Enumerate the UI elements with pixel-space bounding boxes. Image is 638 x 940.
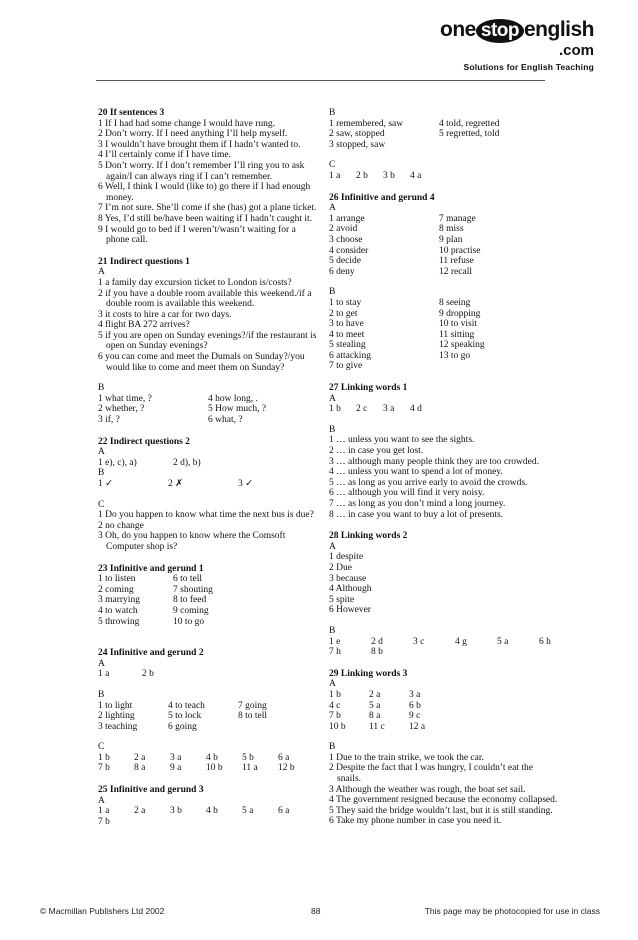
answer-item: 7 manage [439, 213, 476, 224]
answer-item: 1 Due to the train strike, we took the car. [329, 752, 484, 763]
answer-item: 6 attacking [329, 350, 371, 361]
answer-item: 1 a [98, 806, 110, 817]
part-label: A [329, 393, 336, 404]
answer-item: 6 what, ? [208, 415, 243, 426]
answer-item: 12 a [409, 721, 426, 732]
answer-item: 7 I’m not sure. She’ll come if she (has) got a plane ticket. [98, 203, 317, 214]
answer-item: 2 whether, ? [98, 404, 145, 415]
answer-item: 6 to tell [173, 574, 203, 585]
answer-item: 4 told, regretted [439, 118, 500, 129]
answer-item: 2 no change [98, 520, 144, 531]
answer-item: 3 choose [329, 234, 363, 245]
answer-item: 5 b [242, 752, 254, 763]
answer-item: 4 to meet [329, 329, 365, 340]
answer-item: 3 I wouldn’t have brought them if I hadn’t wanted to. [98, 139, 301, 150]
answer-item: 7 h [329, 647, 341, 658]
section-22 [98, 437, 318, 553]
photocopy-note: This page may be photocopied for use in class [424, 906, 600, 916]
answer-item: 12 b [278, 763, 295, 774]
answer-item: 4 d [410, 404, 422, 415]
part-label: B [98, 468, 105, 479]
part-label: A [98, 267, 105, 278]
answer-item: 6 a [278, 752, 290, 763]
part-label: C [98, 742, 105, 753]
answer-item: 6 However [329, 605, 371, 616]
answer-item: 3 stopped, saw [329, 139, 386, 150]
answer-item: 3 a [383, 404, 395, 415]
answer-item: 3 Although the weather was rough, the boat set sail. [329, 784, 526, 795]
part-label: A [329, 679, 336, 690]
answer-item: 5 throwing [98, 616, 140, 627]
answer-item: 1 a [98, 669, 110, 680]
answer-item: 4 b [206, 752, 218, 763]
answer-item: 5 a [497, 636, 509, 647]
answer-item [134, 817, 170, 828]
answer-list [329, 435, 559, 520]
answer-item: 2 d [371, 636, 383, 647]
answer-item: 2 if you have a double room available this weekend./if a double room is available this weekend. [98, 288, 312, 310]
answer-item: 7 going [238, 700, 267, 711]
answer-item: 4 a [410, 170, 422, 181]
section-25 [98, 785, 318, 827]
answer-item: 2 lighting [98, 711, 135, 722]
onestopenglish-logo [440, 18, 594, 72]
section-title: 28 Linking words 2 [329, 531, 408, 542]
section-title: 29 Linking words 3 [329, 668, 408, 679]
answer-item: 3 ✓ [238, 479, 254, 489]
answer-item: 1 If I had had some change I would have rung. [98, 118, 276, 129]
answer-item: 10 practise [439, 245, 481, 256]
answer-item: 1 b [329, 689, 341, 700]
answer-item: 9 coming [173, 605, 209, 616]
answer-item: 3 if, ? [98, 415, 120, 426]
answer-item: 1 e), c), a) [98, 457, 137, 468]
answer-grid [98, 701, 318, 733]
section-20 [98, 108, 318, 246]
answer-item: 5 They said the bridge wouldn’t last, but it is still standing. [329, 805, 553, 816]
answer-item: 1 b [98, 752, 110, 763]
section-title: 27 Linking words 1 [329, 383, 408, 394]
section-26 [329, 193, 559, 373]
answer-item: 2 a [369, 689, 381, 700]
answer-item: 4 The government resigned because the economy collapsed. [329, 795, 558, 806]
answer-item: 1 arrange [329, 213, 365, 224]
section-title: 25 Infinitive and gerund 3 [98, 785, 204, 796]
answer-item: 2 coming [98, 584, 134, 595]
answer-item: 4 c [329, 700, 341, 711]
logo-english: english [523, 18, 594, 41]
section-title: 24 Infinitive and gerund 2 [98, 648, 204, 659]
section-28 [329, 531, 559, 658]
answer-item: 1 e [329, 636, 341, 647]
answer-item: 4 Although [329, 584, 372, 595]
part-label: B [329, 287, 336, 298]
answer-item: 8 a [369, 711, 381, 722]
section-title: 26 Infinitive and gerund 4 [329, 192, 435, 203]
answer-item: 5 spite [329, 594, 355, 605]
answer-item [278, 817, 314, 828]
answer-item: 2 ✗ [168, 479, 184, 489]
answer-item: 6 deny [329, 266, 355, 277]
part-label: B [98, 383, 105, 394]
answer-grid [98, 753, 318, 774]
answer-item: 11 refuse [439, 256, 474, 267]
answer-item: 4 to teach [168, 700, 205, 711]
answer-item [497, 647, 539, 658]
part-label: C [329, 160, 336, 171]
copyright-text: © Macmillan Publishers Ltd 2002 [40, 906, 165, 916]
answer-item: 12 speaking [439, 340, 485, 351]
answer-item: 2 b [356, 170, 368, 181]
answer-item: 10 b [329, 721, 346, 732]
answer-item: 4 to watch [98, 605, 138, 616]
answer-item: 5 How much, ? [208, 404, 267, 415]
answer-item: 6 b [409, 700, 421, 711]
answer-item: 2 saw, stopped [329, 129, 385, 140]
answer-item: 5 regretted, told [439, 129, 500, 140]
part-label: B [329, 108, 336, 118]
logo-stop-circle: stop [476, 19, 524, 43]
answer-item: 5 a [369, 700, 381, 711]
answer-item: 3 because [329, 573, 367, 584]
answer-grid [329, 404, 559, 415]
part-label: A [329, 541, 336, 552]
part-label: B [329, 742, 336, 753]
answer-item: 10 to go [173, 616, 205, 627]
answer-item: 2 to get [329, 308, 358, 319]
answer-list [329, 552, 559, 616]
answer-grid [329, 214, 559, 278]
answer-item: 4 b [206, 806, 218, 817]
answer-item: 6 … although you will find it very noisy. [329, 488, 485, 499]
answer-item: 9 a [170, 763, 182, 774]
answer-item: 4 g [455, 636, 467, 647]
answer-item: 6 Take my phone number in case you need it. [329, 816, 502, 827]
answer-item: 1 … unless you want to see the sights. [329, 435, 475, 446]
answer-item: 8 b [371, 647, 383, 658]
answer-item: 7 shouting [173, 584, 213, 595]
answer-grid [98, 479, 318, 490]
answer-item: 2 b [142, 669, 154, 680]
answer-item: 6 h [539, 636, 551, 647]
answer-item: 3 b [170, 806, 182, 817]
answer-item: 2 Due [329, 562, 352, 573]
answer-item: 1 a [329, 170, 341, 181]
answer-item: 7 to give [329, 361, 363, 372]
answer-item: 4 flight BA 272 arrives? [98, 320, 190, 331]
answer-item: 10 to visit [439, 319, 478, 330]
answer-item: 5 Don’t worry. If I don’t remember I’ll ring you to ask again/I can always ring if I can’t remember. [98, 160, 305, 182]
answer-item [439, 361, 549, 372]
section-title: 21 Indirect questions 1 [98, 256, 190, 267]
answer-item: 3 a [409, 689, 421, 700]
answer-item: 8 to tell [238, 711, 268, 722]
answer-grid [329, 298, 559, 372]
answer-item: 4 how long, . [208, 393, 258, 404]
answer-item: 1 ✓ [98, 479, 114, 489]
answer-item [413, 647, 455, 658]
answer-item: 2 a [134, 806, 146, 817]
part-label: B [98, 689, 105, 700]
logo-one: one [440, 18, 476, 41]
answer-item: 9 I would go to bed if I weren’t/wasn’t waiting for a phone call. [98, 224, 296, 246]
section-title: 20 If sentences 3 [98, 108, 165, 118]
answer-item: 5 a [242, 806, 254, 817]
answer-item: 3 it costs to hire a car for two days. [98, 309, 232, 320]
part-label: A [98, 658, 105, 669]
answer-item: 2 Don’t worry. If I need anything I’ll help myself. [98, 129, 288, 140]
section-title: 22 Indirect questions 2 [98, 436, 190, 447]
answer-item: 10 b [206, 763, 223, 774]
answer-item: 2 d), b) [173, 457, 201, 468]
answer-grid [329, 119, 559, 151]
answer-item: 1 Do you happen to know what time the next bus is due? [98, 510, 314, 521]
answer-grid [98, 458, 318, 469]
answer-item: 12 recall [439, 266, 472, 277]
part-label: B [329, 625, 336, 636]
answer-item: 7 … as long as you don’t mind a long journey. [329, 499, 506, 509]
answer-item [439, 140, 549, 151]
answer-item: 3 teaching [98, 721, 138, 732]
answer-item: 2 … in case you get lost. [329, 446, 424, 457]
answer-item: 6 you can come and meet the Dumals on Sunday?/you would like to come and meet them on Sunday? [98, 352, 305, 373]
part-label: B [329, 424, 336, 435]
section-23 [98, 564, 318, 628]
answer-item: 7 b [329, 711, 341, 722]
answer-item: 8 to feed [173, 595, 207, 606]
answer-item: 9 plan [439, 234, 463, 245]
answer-item: 11 c [369, 721, 385, 732]
answer-item: 3 Oh, do you happen to know where the Comsoft Computer shop is? [98, 531, 286, 552]
header-rule [96, 80, 545, 81]
answer-grid [98, 669, 318, 680]
answer-item: 6 Well, I think I would (like to) go there if I had enough money. [98, 182, 311, 203]
answer-item [238, 722, 308, 733]
answer-item: 8 Yes, I’d still be/have been waiting if I hadn’t caught it. [98, 213, 313, 224]
answer-item: 9 c [409, 711, 421, 722]
answer-item: 3 to have [329, 319, 364, 330]
answer-item: 5 to lock [168, 711, 202, 722]
answer-item: 13 to go [439, 350, 471, 361]
answer-item: 8 miss [439, 224, 464, 235]
answer-item: 11 a [242, 763, 258, 774]
answer-item: 3 … although many people think they are too crowded. [329, 456, 540, 467]
answer-item: 3 b [383, 170, 395, 181]
answer-item: 2 a [134, 752, 146, 763]
answer-item: 9 dropping [439, 308, 481, 319]
section-24 [98, 648, 318, 774]
answer-item: 3 c [413, 636, 425, 647]
answer-item: 3 a [170, 752, 182, 763]
answer-item: 5 stealing [329, 340, 366, 351]
answer-item: 8 … in case you want to buy a lot of presents. [329, 509, 504, 520]
answer-item [455, 647, 497, 658]
answer-item: 2 Despite the fact that I was hungry, I couldn’t eat the snails. [329, 763, 533, 785]
answer-item: 5 if you are open on Sunday evenings?/if the restaurant is open on Sunday evenings? [98, 330, 317, 352]
answer-item: 6 a [278, 806, 290, 817]
answer-item: 1 what time, ? [98, 393, 152, 404]
answer-grid [329, 637, 559, 658]
answer-grid [98, 394, 318, 426]
logo-com: .com [558, 42, 594, 59]
logo-tagline: Solutions for English Teaching [463, 62, 594, 72]
answer-item: 3 marrying [98, 595, 140, 606]
answer-item [206, 817, 242, 828]
answer-list [98, 510, 318, 552]
answer-item: 1 despite [329, 552, 364, 563]
answer-item: 7 b [98, 763, 110, 774]
answer-grid [98, 574, 318, 627]
answer-list [329, 753, 559, 827]
section-21 [98, 257, 318, 426]
answer-item: 5 … as long as you arrive early to avoid the crowds. [329, 477, 528, 488]
answer-item: 1 b [329, 404, 341, 415]
answer-item: 7 b [98, 816, 110, 827]
answer-item: 2 avoid [329, 224, 358, 235]
answer-grid [329, 171, 559, 182]
answer-item: 2 c [356, 404, 368, 415]
answer-item: 1 to stay [329, 297, 362, 308]
answer-item: 4 consider [329, 245, 369, 256]
answer-grid [329, 690, 559, 732]
part-label: A [98, 795, 105, 806]
answer-grid [98, 806, 318, 827]
answer-item: 11 sitting [439, 329, 475, 340]
answer-item: 6 going [168, 721, 197, 732]
answer-item: 1 remembered, saw [329, 118, 404, 129]
part-label: A [98, 447, 105, 458]
right-column [329, 108, 559, 838]
answer-item: 1 to light [98, 700, 133, 711]
answer-item: 8 a [134, 763, 146, 774]
answer-list [98, 278, 318, 373]
left-column [98, 108, 318, 838]
logo-wordmark [440, 18, 594, 43]
section-25-cont [329, 108, 559, 182]
answer-item: 4 … unless you want to spend a lot of money. [329, 467, 503, 478]
part-label: C [98, 499, 105, 510]
answer-item: 8 seeing [439, 297, 471, 308]
section-29 [329, 669, 559, 827]
answer-item [539, 647, 581, 658]
answer-item [242, 817, 278, 828]
section-27 [329, 383, 559, 520]
answer-item: 1 a family day excursion ticket to London is/costs? [98, 277, 292, 288]
page-number: 88 [311, 906, 321, 916]
answer-list [98, 119, 318, 246]
part-label: A [329, 203, 336, 214]
section-title: 23 Infinitive and gerund 1 [98, 563, 204, 574]
answer-item [170, 817, 206, 828]
answer-item: 1 to listen [98, 574, 136, 585]
answer-item: 5 decide [329, 256, 361, 267]
answer-item: 4 I’ll certainly come if I have time. [98, 150, 231, 161]
